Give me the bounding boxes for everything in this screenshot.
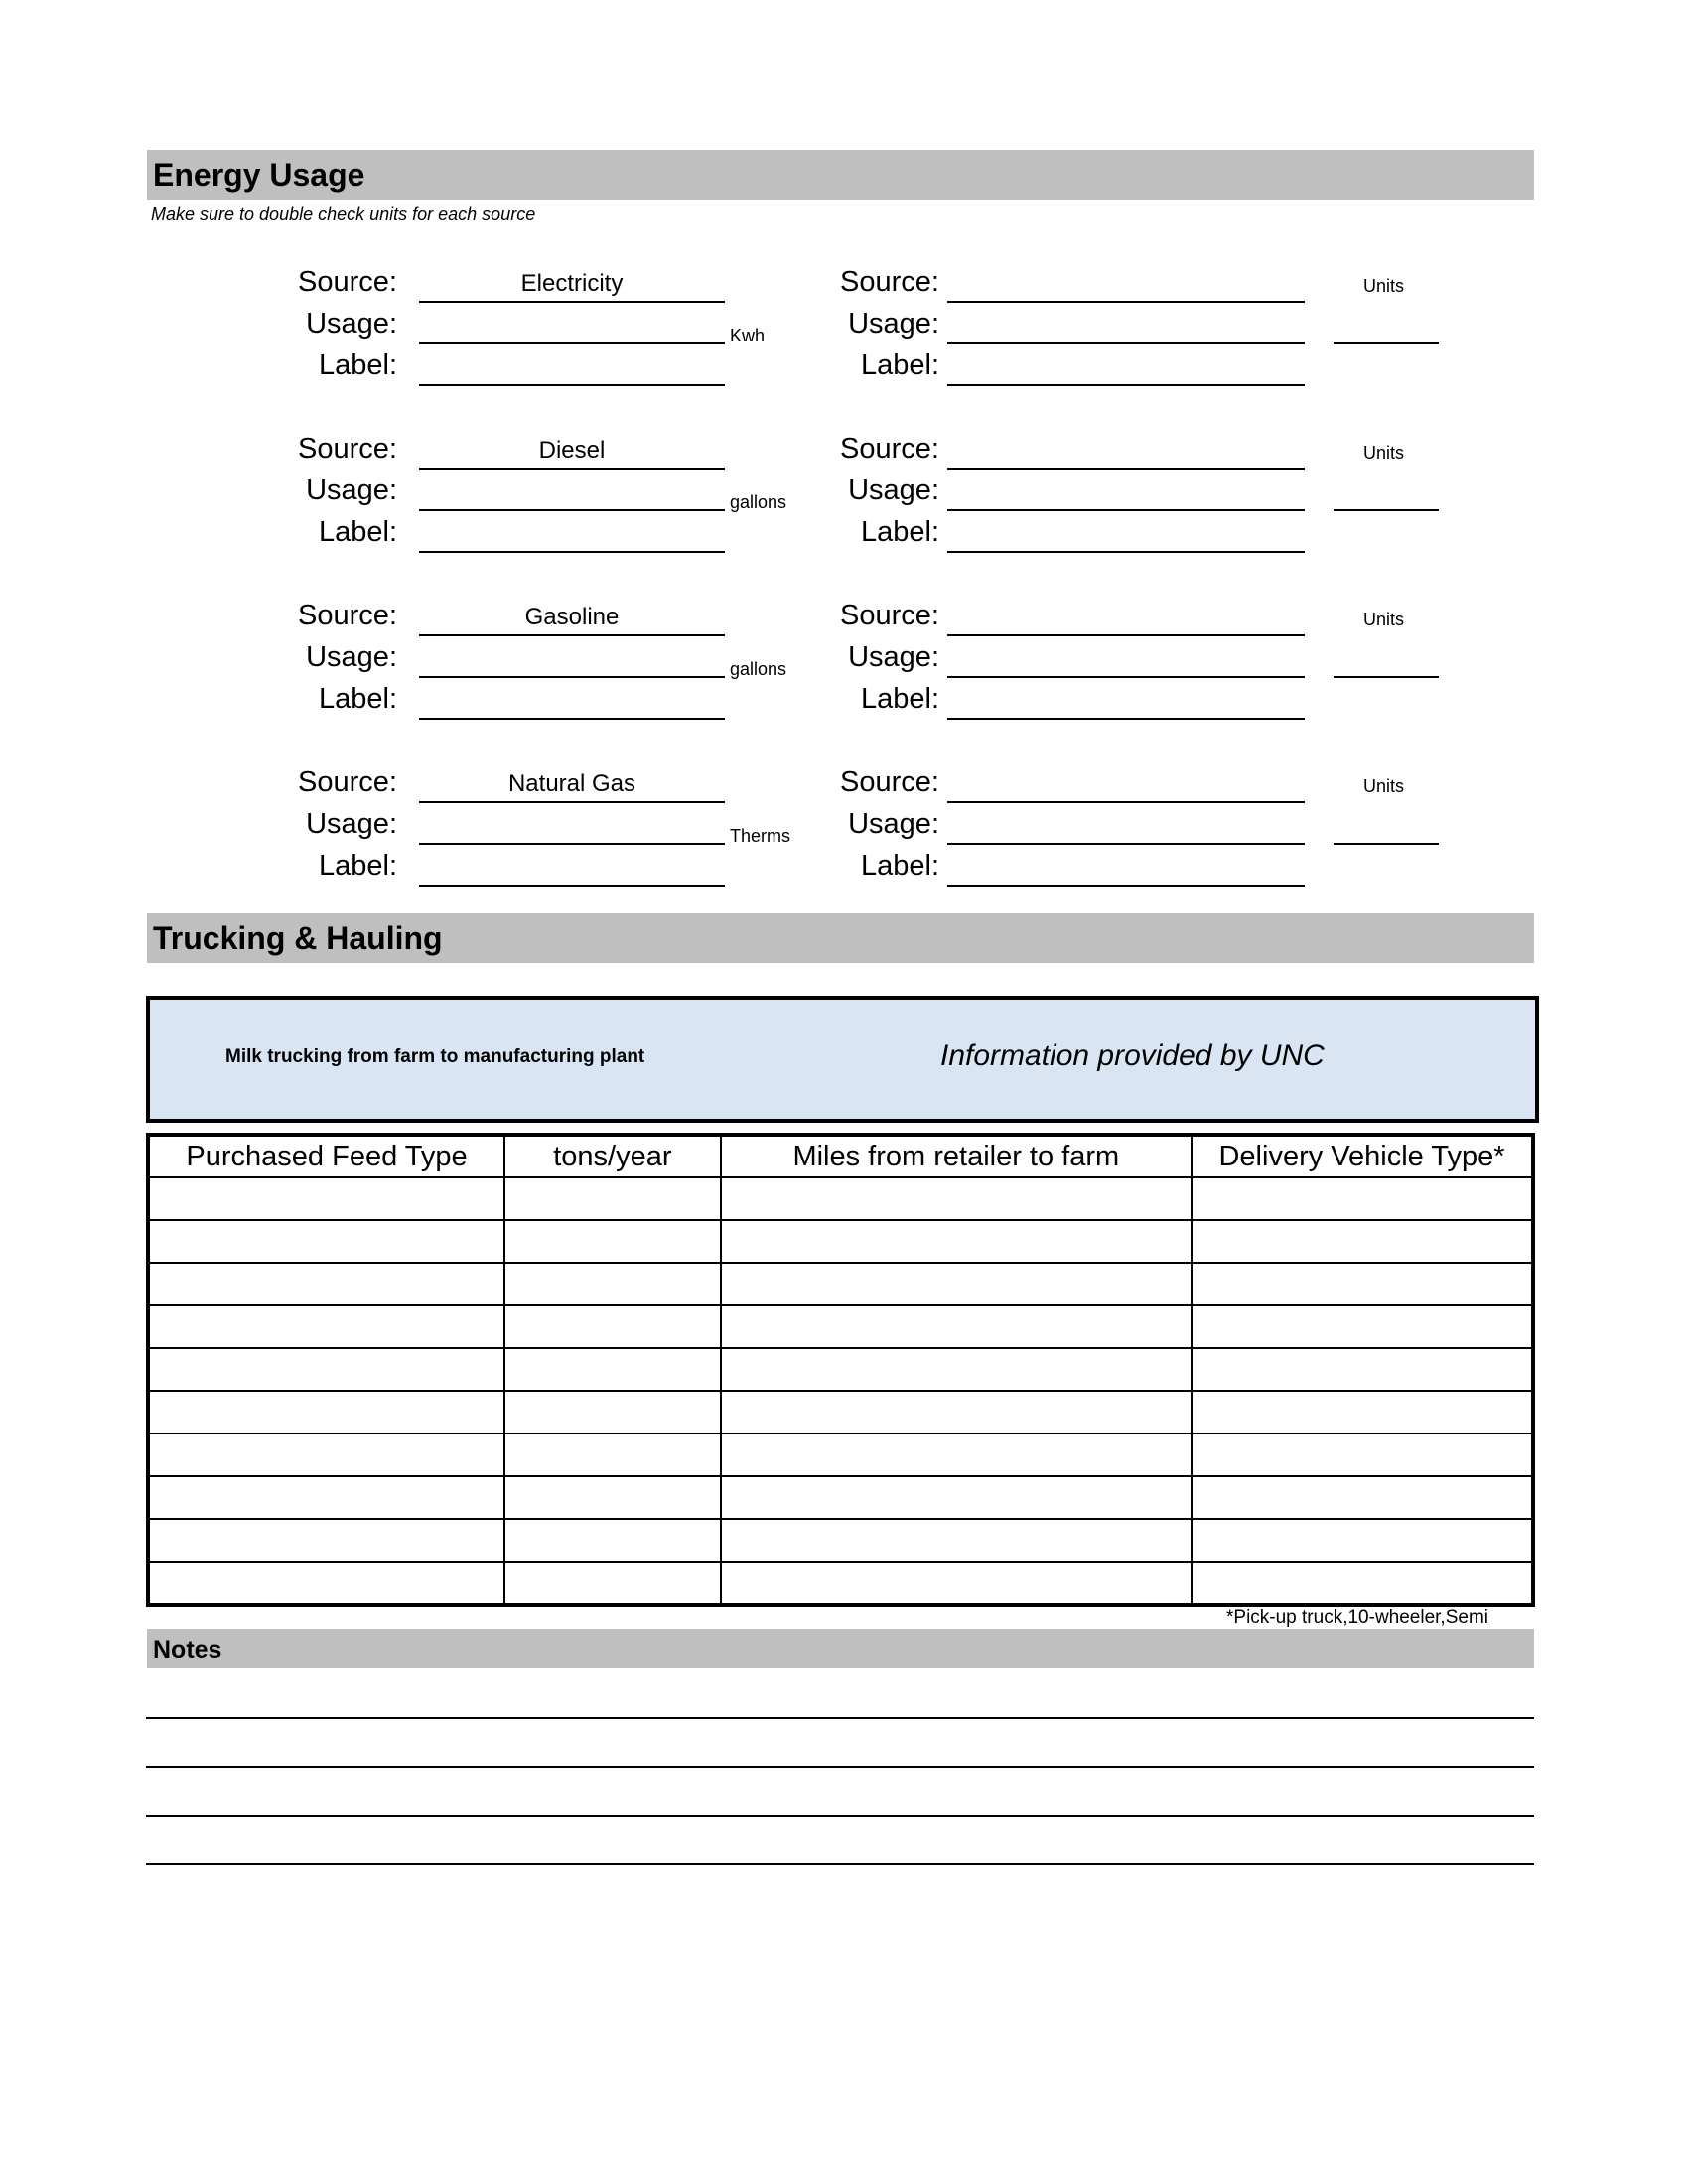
milk-trucking-text: Milk trucking from farm to manufacturing plant — [225, 1046, 645, 1067]
vehicle-type-footnote: *Pick-up truck,10-wheeler,Semi — [1226, 1607, 1488, 1628]
table-cell[interactable] — [148, 1177, 504, 1220]
right-label-field[interactable] — [947, 384, 1305, 386]
table-row — [148, 1562, 1533, 1605]
right-label-label: Label: — [860, 349, 939, 381]
left-source-label: Source: — [298, 433, 397, 465]
right-usage-label: Usage: — [848, 308, 939, 340]
energy-usage-subtitle: Make sure to double check units for each source — [151, 205, 536, 224]
table-cell[interactable] — [504, 1391, 721, 1433]
table-row — [148, 1305, 1533, 1348]
table-cell[interactable] — [1192, 1433, 1533, 1476]
right-usage-label: Usage: — [848, 808, 939, 840]
right-label-label: Label: — [860, 850, 939, 882]
feed-table-header-row — [148, 1135, 1533, 1177]
left-label-label: Label: — [318, 349, 397, 381]
left-usage-label: Usage: — [306, 308, 397, 340]
units-field[interactable] — [1334, 509, 1439, 511]
right-label-field[interactable] — [947, 551, 1305, 553]
left-source-field[interactable] — [419, 634, 725, 636]
left-source-label: Source: — [298, 766, 397, 798]
left-label-field[interactable] — [419, 718, 725, 720]
left-usage-field[interactable] — [419, 342, 725, 344]
notes-line[interactable] — [146, 1815, 1534, 1817]
right-source-field[interactable] — [947, 301, 1305, 303]
usage-unit: gallons — [730, 659, 787, 679]
left-source-field[interactable] — [419, 301, 725, 303]
table-cell[interactable] — [1192, 1391, 1533, 1433]
trucking-info-box — [146, 996, 1539, 1123]
table-row — [148, 1433, 1533, 1476]
notes-title: Notes — [153, 1636, 222, 1664]
table-cell[interactable] — [1192, 1519, 1533, 1562]
table-cell[interactable] — [721, 1476, 1192, 1519]
right-usage-field[interactable] — [947, 843, 1305, 845]
column-header: tons/year — [504, 1135, 721, 1177]
right-source-label: Source: — [840, 600, 939, 631]
notes-header — [147, 1629, 1534, 1668]
right-source-label: Source: — [840, 766, 939, 798]
right-source-field[interactable] — [947, 634, 1305, 636]
table-cell[interactable] — [504, 1562, 721, 1605]
left-usage-label: Usage: — [306, 475, 397, 506]
table-cell[interactable] — [148, 1263, 504, 1305]
source-value: Diesel — [538, 437, 606, 464]
column-header: Purchased Feed Type — [148, 1135, 504, 1177]
table-cell[interactable] — [1192, 1476, 1533, 1519]
table-cell[interactable] — [721, 1177, 1192, 1220]
table-cell[interactable] — [148, 1562, 504, 1605]
left-source-label: Source: — [298, 600, 397, 631]
column-header: Miles from retailer to farm — [721, 1135, 1192, 1177]
source-value: Electricity — [520, 270, 624, 297]
table-cell[interactable] — [148, 1220, 504, 1263]
column-header: Delivery Vehicle Type* — [1192, 1135, 1533, 1177]
left-label-field[interactable] — [419, 384, 725, 386]
table-cell[interactable] — [1192, 1263, 1533, 1305]
left-usage-field[interactable] — [419, 843, 725, 845]
units-field[interactable] — [1334, 676, 1439, 678]
notes-line[interactable] — [146, 1717, 1534, 1719]
feed-table — [146, 1133, 1535, 1607]
units-field[interactable] — [1334, 843, 1439, 845]
table-cell[interactable] — [504, 1519, 721, 1562]
right-source-field[interactable] — [947, 801, 1305, 803]
table-cell[interactable] — [148, 1391, 504, 1433]
table-row — [148, 1177, 1533, 1220]
table-cell[interactable] — [1192, 1562, 1533, 1605]
table-row — [148, 1476, 1533, 1519]
left-source-field[interactable] — [419, 801, 725, 803]
table-cell[interactable] — [504, 1348, 721, 1391]
units-label: Units — [1363, 776, 1405, 796]
table-cell[interactable] — [721, 1391, 1192, 1433]
trucking-title: Trucking & Hauling — [153, 920, 443, 956]
table-cell[interactable] — [721, 1348, 1192, 1391]
table-cell[interactable] — [504, 1263, 721, 1305]
right-source-field[interactable] — [947, 468, 1305, 470]
table-cell[interactable] — [721, 1263, 1192, 1305]
left-label-field[interactable] — [419, 885, 725, 887]
right-label-label: Label: — [860, 683, 939, 715]
trucking-header — [147, 913, 1534, 963]
info-provided-text: Information provided by UNC — [940, 1039, 1325, 1072]
table-cell[interactable] — [148, 1305, 504, 1348]
table-cell[interactable] — [148, 1348, 504, 1391]
table-row — [148, 1519, 1533, 1562]
left-label-label: Label: — [318, 850, 397, 882]
units-label: Units — [1363, 276, 1405, 296]
table-cell[interactable] — [1192, 1177, 1533, 1220]
left-usage-field[interactable] — [419, 509, 725, 511]
table-row — [148, 1348, 1533, 1391]
table-cell[interactable] — [721, 1305, 1192, 1348]
table-cell[interactable] — [504, 1433, 721, 1476]
right-label-field[interactable] — [947, 885, 1305, 887]
left-source-field[interactable] — [419, 468, 725, 470]
source-value: Gasoline — [524, 604, 620, 630]
table-cell[interactable] — [148, 1433, 504, 1476]
table-row — [148, 1263, 1533, 1305]
right-usage-label: Usage: — [848, 641, 939, 673]
left-label-label: Label: — [318, 683, 397, 715]
left-usage-label: Usage: — [306, 641, 397, 673]
usage-unit: Kwh — [730, 326, 766, 345]
table-cell[interactable] — [721, 1220, 1192, 1263]
table-cell[interactable] — [1192, 1348, 1533, 1391]
units-field[interactable] — [1334, 342, 1439, 344]
table-row — [148, 1391, 1533, 1433]
left-source-label: Source: — [298, 266, 397, 298]
source-value: Natural Gas — [507, 770, 636, 797]
table-cell[interactable] — [504, 1476, 721, 1519]
table-cell[interactable] — [148, 1476, 504, 1519]
usage-unit: Therms — [730, 826, 791, 846]
table-cell[interactable] — [504, 1220, 721, 1263]
table-cell[interactable] — [504, 1177, 721, 1220]
table-cell[interactable] — [721, 1433, 1192, 1476]
left-label-label: Label: — [318, 516, 397, 548]
table-cell[interactable] — [148, 1519, 504, 1562]
energy-usage-title: Energy Usage — [153, 157, 365, 193]
energy-usage-header — [147, 150, 1534, 200]
right-label-label: Label: — [860, 516, 939, 548]
table-cell[interactable] — [721, 1519, 1192, 1562]
table-cell[interactable] — [1192, 1305, 1533, 1348]
units-label: Units — [1363, 610, 1405, 629]
usage-unit: gallons — [730, 492, 787, 512]
table-row — [148, 1220, 1533, 1263]
right-source-label: Source: — [840, 433, 939, 465]
right-label-field[interactable] — [947, 718, 1305, 720]
units-label: Units — [1363, 443, 1405, 463]
notes-line[interactable] — [146, 1863, 1534, 1865]
right-source-label: Source: — [840, 266, 939, 298]
left-usage-label: Usage: — [306, 808, 397, 840]
left-label-field[interactable] — [419, 551, 725, 553]
table-cell[interactable] — [504, 1305, 721, 1348]
left-usage-field[interactable] — [419, 676, 725, 678]
right-usage-label: Usage: — [848, 475, 939, 506]
right-usage-field[interactable] — [947, 676, 1305, 678]
table-cell[interactable] — [1192, 1220, 1533, 1263]
notes-line[interactable] — [146, 1766, 1534, 1768]
table-cell[interactable] — [721, 1562, 1192, 1605]
right-usage-field[interactable] — [947, 342, 1305, 344]
right-usage-field[interactable] — [947, 509, 1305, 511]
